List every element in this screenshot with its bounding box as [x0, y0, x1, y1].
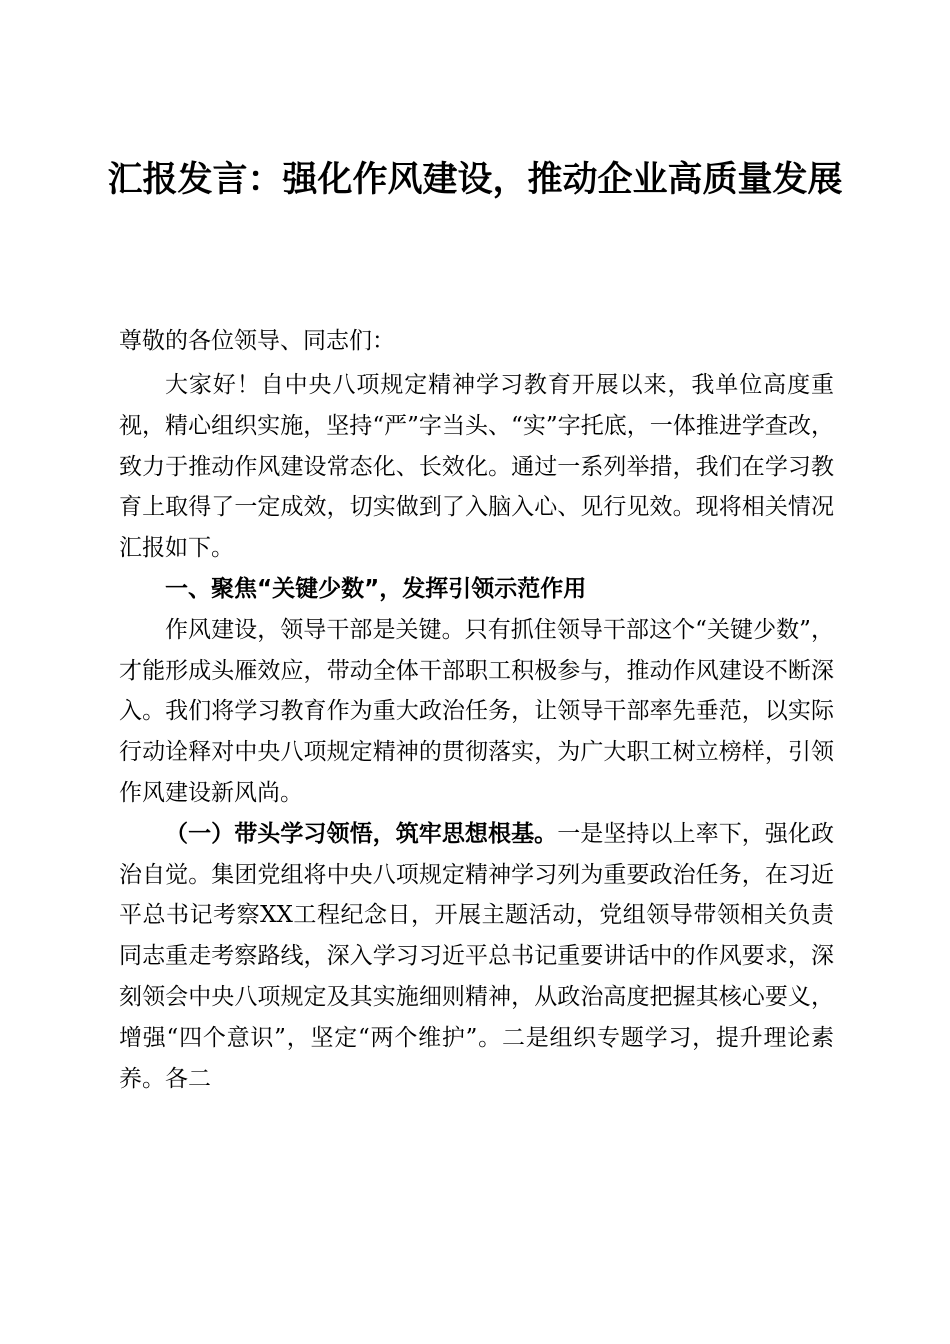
greeting-text: 尊敬的各位领导、同志们：: [119, 328, 395, 354]
section-paragraph: 作风建设，领导干部是关键。只有抓住领导干部这个“关键少数”，才能形成头雁效应，带动全体干部职工积极参与，推动作风建设不断深入。我们将学习教育作为重大政治任务，让领导干部率先垂范，以实际行动诠释对中央八项规定精神的贯彻落实，为广大职工树立榜样，引领作风建设新风尚。: [119, 616, 834, 806]
subsection-paragraph: [119, 814, 834, 1100]
section-heading: 一、聚焦“关键少数”，发挥引领示范作用: [165, 575, 587, 602]
intro-paragraph: 大家好！自中央八项规定精神学习教育开展以来，我单位高度重视，精心组织实施，坚持“严”字当头、“实”字托底，一体推进学查改，致力于推动作风建设常态化、长效化。通过一系列举措，我们在学习教育上取得了一定成效，切实做到了入脑入心、见行见效。现将相关情况汇报如下。: [119, 372, 834, 562]
document-title: 汇报发言：强化作风建设，推动企业高质量发展: [107, 159, 843, 200]
document-body: [119, 365, 834, 1099]
subsection-text: 一是坚持以上率下，强化政治自觉。集团党组将中央八项规定精神学习列为重要政治任务，在习近平总书记考察XX工程纪念日，开展主题活动，党组领导带领相关负责同志重走考察路线，深入学习习近平总书记重要讲话中的作风要求，深刻领会中央八项规定及其实施细则精神，从政治高度把握其核心要义，增强“四个意识”，坚定“两个维护”。二是组织专题学习，提升理论素养。各二: [119, 820, 835, 1092]
greeting-line: [119, 321, 834, 362]
subsection-lead: （一）带头学习领悟，筑牢思想根基。: [165, 819, 558, 847]
